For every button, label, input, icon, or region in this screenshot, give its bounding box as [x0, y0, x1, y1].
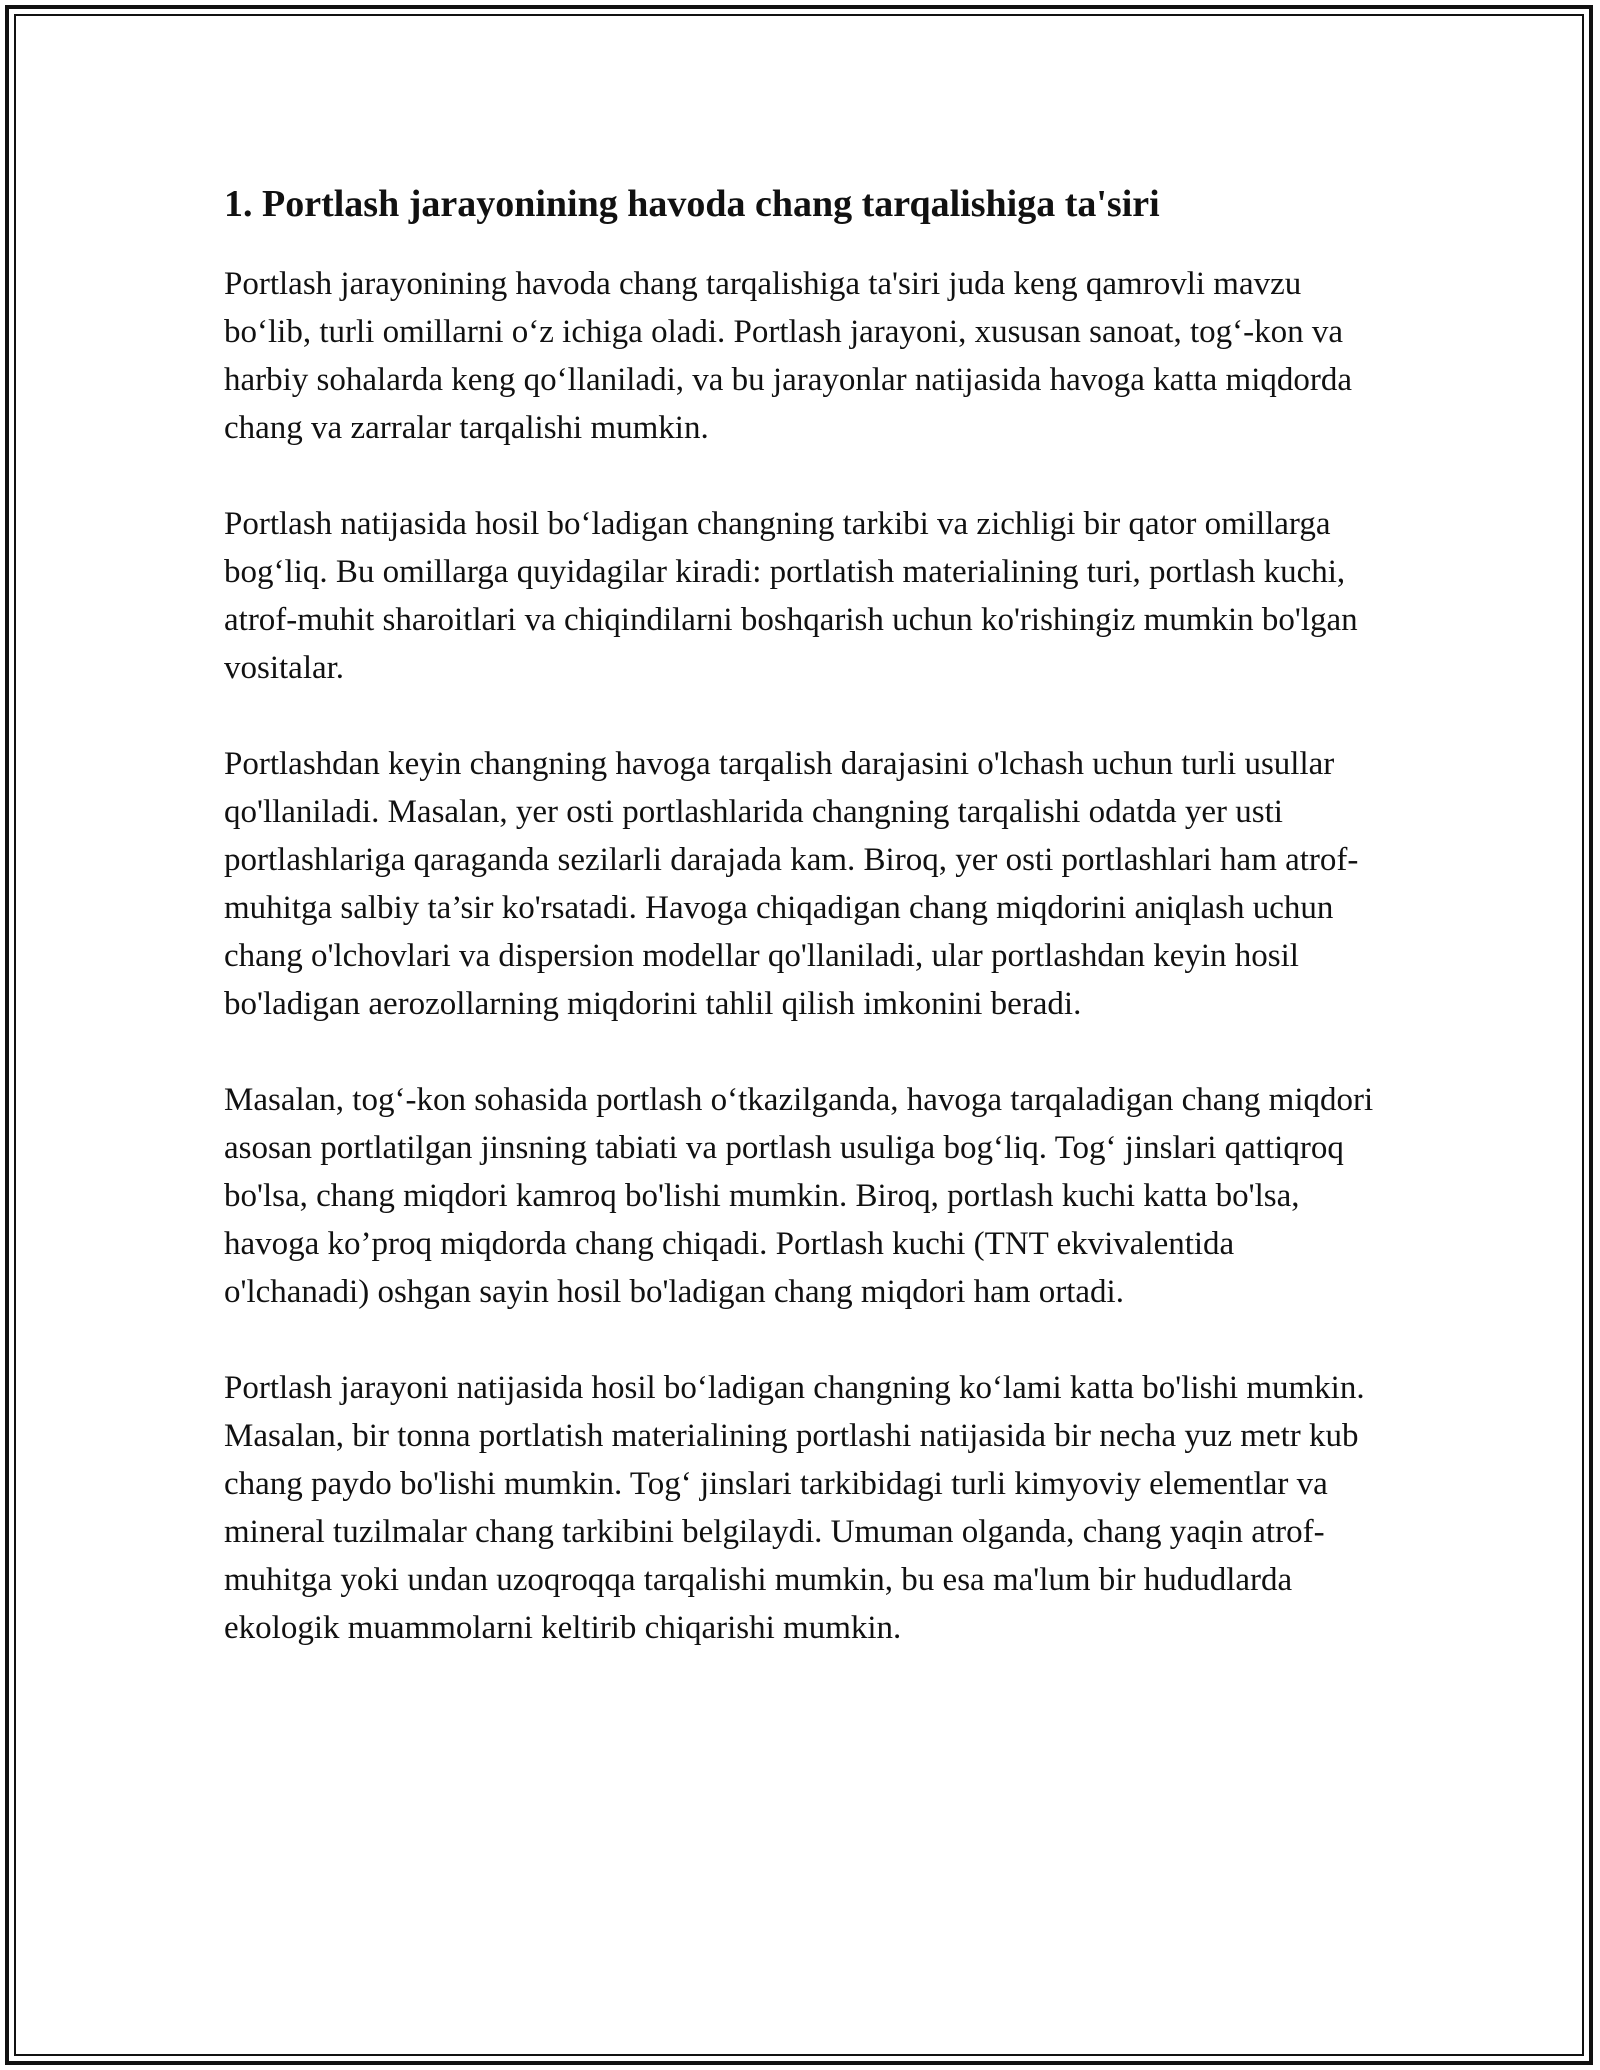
paragraph-2: Portlash natijasida hosil bo‘ladigan changning tarkibi va zichligi bir qator omillarga bog‘liq. Bu omillarga quyidagilar kiradi: portlatish materialining turi, portlash kuchi, atrof-muhit sharoitlari va chiqindilarni boshqarish uchun ko'rishingiz mumkin bo'lgan vositalar.: [224, 506, 1358, 686]
section-heading: 1. Portlash jarayonining havoda chang tarqalishiga ta'siri: [224, 183, 1160, 225]
document-body: [224, 180, 1374, 1700]
paragraph-1: Portlash jarayonining havoda chang tarqalishiga ta'siri juda keng qamrovli mavzu bo‘lib, turli omillarni o‘z ichiga oladi. Portlash jarayoni, xususan sanoat, tog‘-kon va harbiy sohalarda keng qo‘llaniladi, va bu jarayonlar natijasida havoga katta miqdorda chang va zarralar tarqalishi mumkin.: [224, 266, 1353, 446]
paragraph-5: Portlash jarayoni natijasida hosil bo‘ladigan changning ko‘lami katta bo'lishi mumkin. Masalan, bir tonna portlatish materialining portlashi natijasida bir necha yuz metr kub chang paydo bo'lishi mumkin. Tog‘ jinslari tarkibidagi turli kimyoviy elementlar va mineral tuzilmalar chang tarkibini belgilaydi. Umuman olganda, chang yaqin atrof-muhitga yoki undan uzoqroqqa tarqalishi mumkin, bu esa ma'lum bir hududlarda ekologik muammolarni keltirib chiqarishi mumkin.: [224, 1370, 1365, 1646]
paragraph-3: Portlashdan keyin changning havoga tarqalish darajasini o'lchash uchun turli usullar qo'llaniladi. Masalan, yer osti portlashlarida changning tarqalishi odatda yer usti portlashlariga qaraganda sezilarli darajada kam. Biroq, yer osti portlashlari ham atrof-muhitga salbiy ta’sir ko'rsatadi. Havoga chiqadigan chang miqdorini aniqlash uchun chang o'lchovlari va dispersion modellar qo'llaniladi, ular portlashdan keyin hosil bo'ladigan aerozollarning miqdorini tahlil qilish imkonini beradi.: [224, 746, 1359, 1022]
paragraph-4: Masalan, tog‘-kon sohasida portlash o‘tkazilganda, havoga tarqaladigan chang miqdori asosan portlatilgan jinsning tabiati va portlash usuliga bog‘liq. Tog‘ jinslari qattiqroq bo'lsa, chang miqdori kamroq bo'lishi mumkin. Biroq, portlash kuchi katta bo'lsa, havoga ko’proq miqdorda chang chiqadi. Portlash kuchi (TNT ekvivalentida o'lchanadi) oshgan sayin hosil bo'ladigan chang miqdori ham ortadi.: [224, 1082, 1374, 1310]
